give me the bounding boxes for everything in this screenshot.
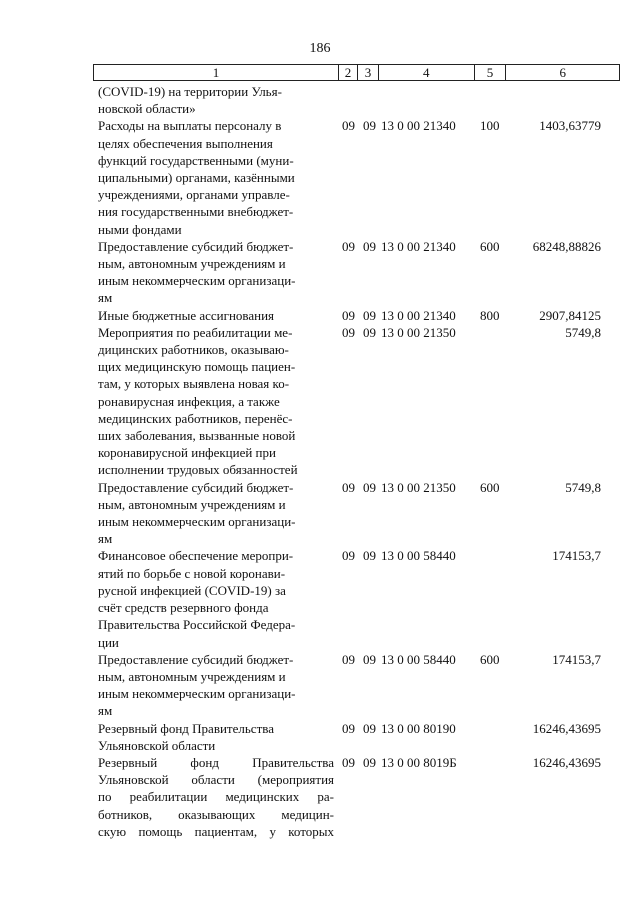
row-section-code: 09 xyxy=(342,548,355,564)
row-target-code: 13 0 00 21350 xyxy=(381,324,456,340)
row-expense-type-code: 600 xyxy=(480,238,500,254)
row-expense-type-code: 600 xyxy=(480,479,500,495)
table-row xyxy=(98,547,608,650)
row-target-code: 13 0 00 8019Б xyxy=(381,754,457,770)
row-target-code: 13 0 00 21340 xyxy=(381,238,456,254)
row-subsection-code: 09 xyxy=(363,548,376,564)
row-target-code: 13 0 00 21350 xyxy=(381,479,456,495)
table-body xyxy=(98,83,608,840)
row-description: Иные бюджетные ассигнования xyxy=(98,307,275,323)
row-subsection-code: 09 xyxy=(363,238,376,254)
table-header xyxy=(93,64,620,81)
row-subsection-code: 09 xyxy=(363,720,376,736)
row-amount: 16246,43695 xyxy=(532,720,601,736)
row-subsection-code: 09 xyxy=(363,754,376,770)
row-target-code: 13 0 00 80190 xyxy=(381,720,456,736)
row-section-code: 09 xyxy=(342,238,355,254)
row-section-code: 09 xyxy=(342,324,355,340)
table-row xyxy=(98,238,608,307)
row-amount: 2907,84125 xyxy=(539,307,601,323)
row-expense-type-code: 100 xyxy=(480,118,500,134)
row-description: Мероприятия по реабилитации ме- дицинских работников, оказываю- щих медицинскую помощь пациен- там, у которых выявлена новая ко- ронавирусная инфекция, а также медицинских работников, перенёс- ших заболевания, вызванные новой коронавирусной инфекцией при исполнении трудовых обязанностей xyxy=(98,324,298,478)
row-subsection-code: 09 xyxy=(363,307,376,323)
table-row xyxy=(98,754,608,840)
row-section-code: 09 xyxy=(342,307,355,323)
table-row xyxy=(98,307,608,324)
row-expense-type-code: 800 xyxy=(480,307,500,323)
table-row xyxy=(98,324,608,479)
row-amount: 16246,43695 xyxy=(532,754,601,770)
table-row xyxy=(98,651,608,720)
row-section-code: 09 xyxy=(342,651,355,667)
row-amount: 174153,7 xyxy=(552,651,601,667)
row-amount: 1403,63779 xyxy=(539,118,601,134)
header-col-2: 2 xyxy=(339,65,358,80)
row-section-code: 09 xyxy=(342,754,355,770)
table-row xyxy=(98,479,608,548)
row-description: Предоставление субсидий бюджет- ным, автономным учреждениям и иным некоммерческим организаци- ям xyxy=(98,651,296,719)
page-number: 186 xyxy=(309,41,331,56)
row-description: Предоставление субсидий бюджет- ным, автономным учреждениям и иным некоммерческим организаци- ям xyxy=(98,238,296,306)
header-col-6: 6 xyxy=(559,65,566,80)
row-description: Финансовое обеспечение меропри- ятий по борьбе с новой коронави- русной инфекцией (COVID-19) за счёт средств резервного фонда Правительства Российской Федера- ции xyxy=(98,548,296,650)
row-description: Предоставление субсидий бюджет- ным, автономным учреждениям и иным некоммерческим организаци- ям xyxy=(98,479,296,547)
table-row xyxy=(98,720,608,754)
row-subsection-code: 09 xyxy=(363,651,376,667)
table-row xyxy=(98,83,608,117)
header-col-3: 3 xyxy=(358,65,379,80)
header-col-4: 4 xyxy=(379,65,475,80)
row-target-code: 13 0 00 21340 xyxy=(381,307,456,323)
row-amount: 174153,7 xyxy=(552,548,601,564)
row-amount: 68248,88826 xyxy=(532,238,601,254)
row-subsection-code: 09 xyxy=(363,118,376,134)
row-description: Резервный фонд Правительства Ульяновской области (мероприятия по реабилитации медицинских ра- ботников, оказывающих медицин- скую помощь пациентам, у которых xyxy=(98,754,334,839)
header-col-1: 1 xyxy=(94,65,339,80)
row-target-code: 13 0 00 21340 xyxy=(381,118,456,134)
row-description: Резервный фонд Правительства Ульяновской области xyxy=(98,720,274,753)
row-amount: 5749,8 xyxy=(565,479,601,495)
header-col-5: 5 xyxy=(475,65,507,80)
row-subsection-code: 09 xyxy=(363,324,376,340)
row-expense-type-code: 600 xyxy=(480,651,500,667)
row-subsection-code: 09 xyxy=(363,479,376,495)
row-target-code: 13 0 00 58440 xyxy=(381,651,456,667)
row-description: Расходы на выплаты персоналу в целях обеспечения выполнения функций государственными (муни- ципальными) органами, казёнными учреждениями, органами управле- ния государственными внебюджет- ными фондами xyxy=(98,118,295,237)
row-description: (COVID-19) на территории Улья- новской области» xyxy=(98,84,282,117)
table-row xyxy=(98,117,608,237)
row-target-code: 13 0 00 58440 xyxy=(381,548,456,564)
row-section-code: 09 xyxy=(342,720,355,736)
row-section-code: 09 xyxy=(342,118,355,134)
row-amount: 5749,8 xyxy=(565,324,601,340)
row-section-code: 09 xyxy=(342,479,355,495)
